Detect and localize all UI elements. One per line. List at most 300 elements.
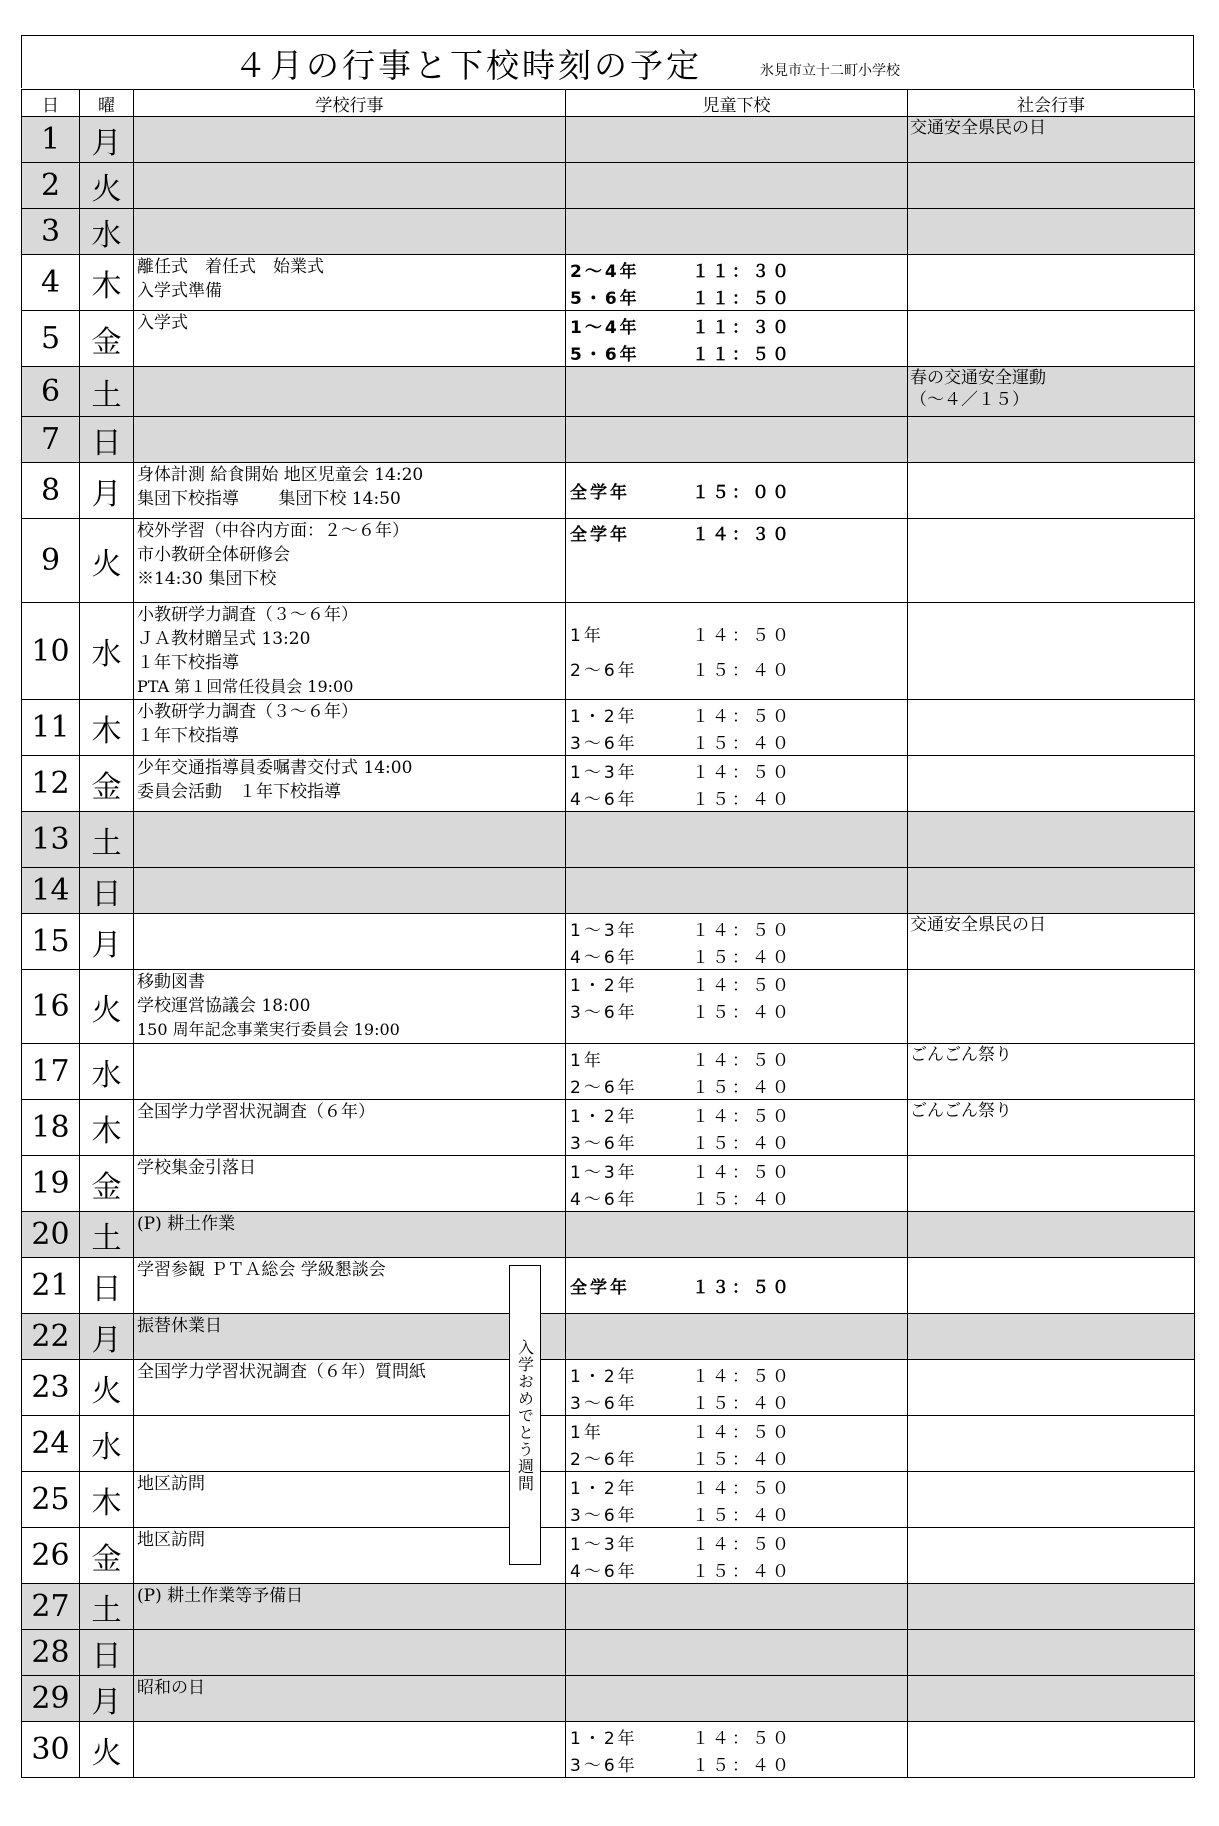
dismissal-time: １５：４０ [692,1189,792,1210]
table-row [22,163,1195,209]
dismissal-line [570,1529,907,1556]
dismissal-times [566,1416,908,1472]
school-events [134,1630,566,1676]
school-name: 氷見市立十二町小学校 [760,63,900,79]
dismissal-time: １４：５０ [692,1422,792,1443]
table-row [22,756,1195,812]
grade-group: 1年 [570,1422,604,1443]
grade-group: 全学年 [570,483,630,503]
dismissal-line [570,1723,907,1750]
dismissal-time: １５：４０ [692,733,792,754]
grade-group: 1年 [570,626,604,646]
dismissal-time: １５：４０ [692,789,792,810]
school-events [134,812,566,868]
dismissal-line [570,1750,907,1777]
event-line: (P) 耕土作業等予備日 [137,1586,304,1606]
dismissal-time: １４：５０ [692,1050,792,1071]
table-row [22,970,1195,1044]
event-line: 離任式 着任式 始業式 [137,257,324,277]
weekday: 金 [80,756,134,812]
dismissal-line [570,1157,907,1184]
event-line: PTA 第１回常任役員会 19:00 [137,677,354,696]
grade-group: 5・6年 [570,344,640,365]
dismissal-line [570,620,907,647]
table-row [22,367,1195,417]
dismissal-times [566,812,908,868]
day-number: 22 [22,1314,80,1360]
school-events [134,255,566,311]
dismissal-times [566,603,908,700]
school-events [134,603,566,700]
day-number: 1 [22,117,80,163]
table-row [22,603,1195,700]
dismissal-line [570,312,907,339]
table-row [22,1584,1195,1630]
day-number: 19 [22,1156,80,1212]
dismissal-line [570,1272,907,1299]
table-row [22,1722,1195,1778]
dismissal-line [570,1556,907,1583]
dismissal-times [566,700,908,756]
social-line: ごんごん祭り [910,1045,1012,1065]
grade-group: 3～6年 [570,733,638,754]
grade-group: 1～3年 [570,1162,638,1183]
day-number: 25 [22,1472,80,1528]
day-number: 5 [22,311,80,367]
schedule-rows [22,117,1195,1778]
grade-group: 1・2年 [570,1366,638,1387]
dismissal-line [570,1045,907,1072]
day-number: 27 [22,1584,80,1630]
school-events [134,756,566,812]
dismissal-line [570,256,907,283]
event-line: 150 周年記念事業実行委員会 19:00 [137,1020,400,1039]
social-events [908,255,1195,311]
weekday: 月 [80,1676,134,1722]
dismissal-line [570,1072,907,1099]
dismissal-times [566,1212,908,1258]
weekday: 木 [80,1100,134,1156]
dismissal-times [566,1314,908,1360]
dismissal-time: １１：５０ [692,288,792,309]
social-line: ごんごん祭り [910,1101,1012,1121]
school-events [134,417,566,463]
table-row [22,255,1195,311]
grade-group: 4～6年 [570,1561,638,1582]
school-events [134,1100,566,1156]
dismissal-time: １５：４０ [692,1133,792,1154]
school-events [134,519,566,603]
table-row [22,1212,1195,1258]
dismissal-time: １５：４０ [692,1393,792,1414]
weekday: 土 [80,812,134,868]
table-row [22,700,1195,756]
event-line: 小教研学力調査（３～６年） [137,605,358,625]
grade-group: 1～4年 [570,317,640,338]
dismissal-times [566,868,908,914]
grade-group: 1・2年 [570,1728,638,1749]
weekday: 火 [80,970,134,1044]
event-line: 集団下校指導 集団下校 14:50 [137,489,401,509]
day-number: 30 [22,1722,80,1778]
school-events [134,970,566,1044]
day-number: 21 [22,1258,80,1314]
header-weekday: 曜 [80,90,134,117]
table-row [22,1258,1195,1314]
dismissal-times [566,1630,908,1676]
social-events [908,1416,1195,1472]
dismissal-line [570,339,907,366]
dismissal-line [570,970,907,997]
dismissal-time: １４：５０ [692,1162,792,1183]
day-number: 2 [22,163,80,209]
day-number: 26 [22,1528,80,1584]
social-line: 交通安全県民の日 [910,915,1046,935]
dismissal-time: １４：５０ [692,626,792,646]
dismissal-line [570,283,907,310]
weekday: 水 [80,1044,134,1100]
dismissal-time: １４：５０ [692,1728,792,1749]
dismissal-time: １４：５０ [692,762,792,783]
dismissal-time: １４：３０ [692,525,792,545]
dismissal-time: １５：４０ [692,1755,792,1776]
school-events [134,311,566,367]
social-events [908,417,1195,463]
grade-group: 3～6年 [570,1003,638,1023]
school-events [134,1528,566,1584]
grade-group: 2～6年 [570,1449,638,1470]
dismissal-line [570,1444,907,1471]
school-events [134,209,566,255]
day-number: 24 [22,1416,80,1472]
header-social: 社会行事 [908,90,1195,117]
grade-group: 1～3年 [570,762,638,783]
table-row [22,1528,1195,1584]
day-number: 18 [22,1100,80,1156]
social-events [908,1212,1195,1258]
social-events [908,1630,1195,1676]
dismissal-time: １４：５０ [692,706,792,727]
social-events [908,1044,1195,1100]
grade-group: 1・2年 [570,1106,638,1127]
day-number: 6 [22,367,80,417]
social-events [908,463,1195,519]
page-title: ４月の行事と下校時刻の予定 [234,46,702,85]
dismissal-times [566,970,908,1044]
dismissal-line [570,1101,907,1128]
social-line: 春の交通安全運動 [910,368,1046,388]
table-row [22,1472,1195,1528]
event-line: 移動図書 [137,972,205,992]
grade-group: 1・2年 [570,976,638,996]
dismissal-time: １５：４０ [692,1077,792,1098]
grade-group: 3～6年 [570,1133,638,1154]
weekday: 日 [80,868,134,914]
table-row [22,1416,1195,1472]
grade-group: 1～3年 [570,920,638,941]
schedule-table [21,89,1195,1778]
weekday: 水 [80,1416,134,1472]
dismissal-line [570,784,907,811]
grade-group: 全学年 [570,525,630,545]
grade-group: 1年 [570,1050,604,1071]
grade-group: 2～6年 [570,1077,638,1098]
weekday: 火 [80,163,134,209]
event-line: １年下校指導 [137,653,239,673]
table-row [22,1314,1195,1360]
grade-group: 3～6年 [570,1505,638,1526]
social-events [908,519,1195,603]
social-events [908,700,1195,756]
social-events [908,1676,1195,1722]
school-events [134,1360,566,1416]
grade-group: 4～6年 [570,1189,638,1210]
dismissal-times [566,519,908,603]
event-line: (P) 耕土作業 [137,1214,236,1234]
weekday: 水 [80,209,134,255]
dismissal-time: １５：４０ [692,947,792,968]
school-events [134,1212,566,1258]
event-line: 入学式 [137,313,188,333]
event-line: ＪＡ教材贈呈式 13:20 [137,629,311,649]
event-line: 昭和の日 [137,1678,205,1698]
social-events [908,209,1195,255]
table-row [22,463,1195,519]
grade-group: 2～4年 [570,261,640,282]
weekday: 水 [80,603,134,700]
day-number: 29 [22,1676,80,1722]
dismissal-time: １５：４０ [692,1505,792,1526]
day-number: 14 [22,868,80,914]
social-events [908,163,1195,209]
social-events [908,1258,1195,1314]
social-events [908,868,1195,914]
day-number: 28 [22,1630,80,1676]
table-row [22,812,1195,868]
school-events [134,1314,566,1360]
school-events [134,163,566,209]
event-line: 全国学力学習状況調査（６年）質問紙 [137,1362,426,1382]
dismissal-times [566,1528,908,1584]
dismissal-times [566,311,908,367]
grade-group: 3～6年 [570,1393,638,1414]
school-events [134,914,566,970]
weekday: 火 [80,1722,134,1778]
weekday: 日 [80,1630,134,1676]
school-events [134,868,566,914]
event-line: 学習参観 ＰＴＡ総会 学級懇談会 [137,1260,386,1280]
social-events [908,756,1195,812]
grade-group: 1～3年 [570,1534,638,1555]
dismissal-time: １４：５０ [692,920,792,941]
dismissal-time: １４：５０ [692,1106,792,1127]
header-row [22,90,1195,117]
table-row [22,914,1195,970]
event-line: 少年交通指導員委嘱書交付式 14:00 [137,758,413,778]
weekday: 金 [80,1156,134,1212]
day-number: 15 [22,914,80,970]
table-row [22,1360,1195,1416]
grade-group: 4～6年 [570,789,638,810]
weekday: 土 [80,367,134,417]
table-row [22,417,1195,463]
dismissal-times [566,1722,908,1778]
social-events [908,970,1195,1044]
dismissal-line [570,701,907,728]
dismissal-times [566,1100,908,1156]
social-events [908,603,1195,700]
dismissal-line [570,1500,907,1527]
dismissal-times [566,209,908,255]
social-events [908,914,1195,970]
dismissal-line [570,1417,907,1444]
dismissal-times [566,756,908,812]
table-row [22,519,1195,603]
school-events [134,463,566,519]
day-number: 7 [22,417,80,463]
table-row [22,868,1195,914]
dismissal-times [566,1584,908,1630]
dismissal-line [570,1473,907,1500]
day-number: 12 [22,756,80,812]
day-number: 8 [22,463,80,519]
dismissal-times [566,1258,908,1314]
dismissal-line [570,1128,907,1155]
social-line: 交通安全県民の日 [910,118,1046,138]
school-events [134,700,566,756]
social-line: （～４／１５） [910,390,1029,410]
dismissal-time: １１：３０ [692,317,792,338]
day-number: 20 [22,1212,80,1258]
schedule-sheet [21,35,1194,1817]
day-number: 9 [22,519,80,603]
weekday: 木 [80,700,134,756]
social-events [908,1360,1195,1416]
event-line: ※14:30 集団下校 [137,569,277,589]
dismissal-time: １１：５０ [692,344,792,365]
day-number: 3 [22,209,80,255]
weekday: 木 [80,255,134,311]
social-events [908,117,1195,163]
table-row [22,1044,1195,1100]
dismissal-times [566,255,908,311]
school-events [134,1722,566,1778]
school-events [134,1472,566,1528]
table-row [22,311,1195,367]
title-bar [21,35,1194,88]
event-line: 身体計測 給食開始 地区児童会 14:20 [137,465,424,485]
event-line: 地区訪問 [137,1530,205,1550]
dismissal-times [566,117,908,163]
event-line: １年下校指導 [137,726,239,746]
day-number: 4 [22,255,80,311]
weekday: 土 [80,1212,134,1258]
day-number: 10 [22,603,80,700]
dismissal-time: １５：４０ [692,1561,792,1582]
dismissal-time: １５：４０ [692,1449,792,1470]
dismissal-times [566,417,908,463]
table-row [22,209,1195,255]
school-events [134,117,566,163]
dismissal-times [566,1044,908,1100]
social-events [908,1314,1195,1360]
social-events [908,1156,1195,1212]
weekday: 日 [80,1258,134,1314]
table-row [22,1156,1195,1212]
header-events: 学校行事 [134,90,566,117]
table-row [22,1676,1195,1722]
event-line: 校外学習（中谷内方面：２～６年） [137,521,409,541]
dismissal-line [570,655,907,682]
dismissal-times [566,367,908,417]
weekday: 月 [80,1314,134,1360]
dismissal-times [566,1676,908,1722]
grade-group: 全学年 [570,1278,630,1298]
dismissal-times [566,463,908,519]
dismissal-times [566,1156,908,1212]
dismissal-line [570,477,907,504]
school-events [134,1584,566,1630]
day-number: 23 [22,1360,80,1416]
dismissal-line [570,1184,907,1211]
weekday: 月 [80,914,134,970]
header-dismissal: 児童下校 [566,90,908,117]
social-events [908,1100,1195,1156]
dismissal-line [570,757,907,784]
weekday: 月 [80,463,134,519]
dismissal-line [570,1388,907,1415]
dismissal-times [566,163,908,209]
social-events [908,1584,1195,1630]
weekday: 月 [80,117,134,163]
event-line: 全国学力学習状況調査（６年） [137,1102,375,1122]
grade-group: 5・6年 [570,288,640,309]
weekday: 金 [80,1528,134,1584]
school-events [134,1044,566,1100]
school-events [134,1156,566,1212]
dismissal-line [570,915,907,942]
dismissal-time: １１：３０ [692,261,792,282]
event-line: 地区訪問 [137,1474,205,1494]
day-number: 13 [22,812,80,868]
day-number: 17 [22,1044,80,1100]
dismissal-time: １５：４０ [692,661,792,681]
weekday: 火 [80,519,134,603]
event-line: 小教研学力調査（３～６年） [137,702,358,722]
table-row [22,1630,1195,1676]
weekday: 日 [80,417,134,463]
day-number: 16 [22,970,80,1044]
grade-group: 3～6年 [570,1755,638,1776]
event-line: 市小教研全体研修会 [137,545,290,565]
weekday: 木 [80,1472,134,1528]
dismissal-times [566,914,908,970]
social-events [908,812,1195,868]
social-events [908,367,1195,417]
social-events [908,1722,1195,1778]
event-line: 入学式準備 [137,281,222,301]
dismissal-line [570,728,907,755]
grade-group: 2～6年 [570,661,638,681]
table-row [22,117,1195,163]
grade-group: 1・2年 [570,706,638,727]
dismissal-line [570,1361,907,1388]
dismissal-line [570,942,907,969]
social-events [908,1472,1195,1528]
school-events [134,367,566,417]
dismissal-line [570,519,907,546]
event-line: 学校運営協議会 18:00 [137,996,311,1016]
